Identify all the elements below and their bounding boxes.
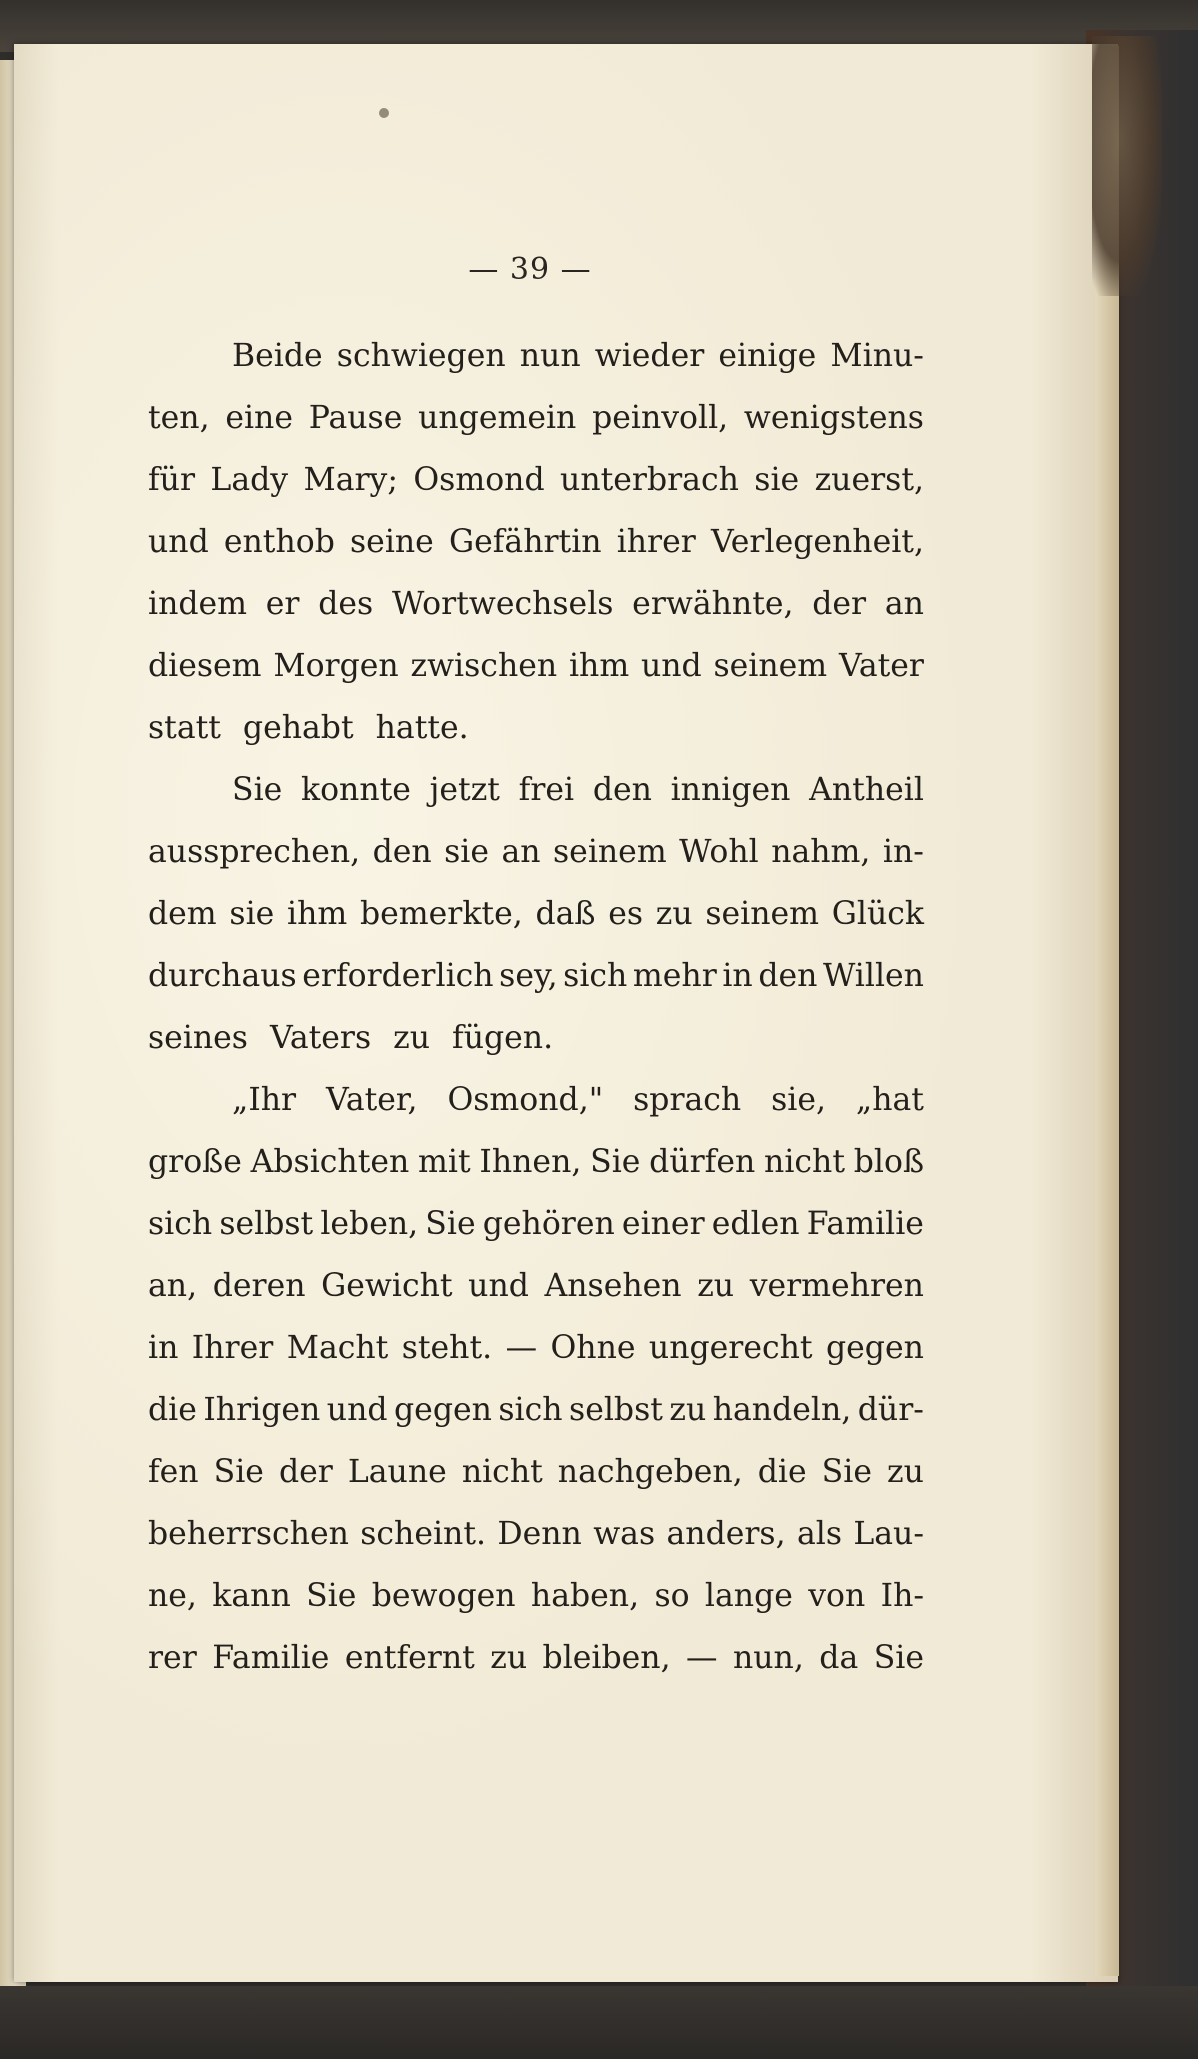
text-word: sie, — [771, 1082, 827, 1118]
text-line — [148, 1020, 924, 1070]
text-word: lange — [704, 1578, 793, 1614]
text-line — [148, 586, 924, 636]
text-word: den — [758, 958, 818, 994]
text-word: sprach — [633, 1082, 742, 1118]
text-word: Osmond," — [447, 1082, 604, 1118]
text-word: Ihrer — [191, 1330, 274, 1366]
text-line — [148, 1640, 924, 1690]
text-word: sie — [444, 834, 490, 870]
text-word: bemerkte, — [359, 896, 523, 932]
text-line — [148, 462, 924, 512]
text-word: scheint. — [360, 1516, 487, 1552]
text-word: zwischen — [410, 648, 558, 684]
text-word: dürfen — [649, 1144, 756, 1180]
text-word: große — [148, 1144, 242, 1180]
text-word: und — [326, 1392, 388, 1428]
book-cover-bottom — [0, 1986, 1198, 2059]
text-word: unterbrach — [560, 462, 739, 498]
text-word: es — [608, 896, 643, 932]
text-line — [232, 338, 924, 388]
text-word: seinem — [553, 834, 667, 870]
text-word: Familie — [806, 1206, 924, 1242]
text-word: einige — [718, 338, 817, 374]
text-line — [148, 1578, 924, 1628]
text-line — [232, 1082, 924, 1132]
text-word: durchaus — [148, 958, 297, 994]
text-word: Sie — [590, 1144, 641, 1180]
text-word: Vater, — [326, 1082, 418, 1118]
text-word: Familie — [212, 1640, 330, 1676]
text-word: von — [808, 1578, 866, 1614]
text-word: ten, — [148, 400, 210, 436]
text-word: sie — [229, 896, 275, 932]
text-word: seinem — [713, 648, 828, 684]
text-line — [148, 1454, 924, 1504]
ink-spot — [379, 108, 389, 118]
text-word: ne, — [148, 1578, 197, 1614]
text-word: Ih- — [880, 1578, 924, 1614]
text-word: Mary; — [303, 462, 398, 498]
text-word: in — [148, 1330, 179, 1366]
text-word: nicht — [461, 1454, 543, 1490]
text-word: Pause — [308, 400, 403, 436]
text-word: den — [372, 834, 432, 870]
text-word: schwiegen — [336, 338, 506, 374]
text-word: nun, — [732, 1640, 804, 1676]
text-word: mehr — [632, 958, 717, 994]
text-word: Gewicht — [321, 1268, 453, 1304]
text-word: konnte — [301, 772, 411, 808]
text-word: und — [640, 648, 702, 684]
cover-corner-wear — [1092, 36, 1162, 296]
text-word: an — [884, 586, 924, 622]
text-line — [148, 834, 924, 884]
text-word: Ohne — [550, 1330, 636, 1366]
text-word: Vaters — [269, 1020, 372, 1056]
text-word: dem — [148, 896, 217, 932]
text-word: der — [812, 586, 867, 622]
text-word: Lady — [210, 462, 289, 498]
text-word: handeln, — [712, 1392, 852, 1428]
text-line — [148, 1144, 924, 1194]
text-word: Sie — [821, 1454, 872, 1490]
text-word: aussprechen, — [148, 834, 361, 870]
text-word: vermehren — [749, 1268, 924, 1304]
text-word: fügen. — [452, 1020, 554, 1056]
text-word: und — [148, 524, 209, 560]
text-word: bleiben, — [542, 1640, 671, 1676]
text-line — [148, 1206, 924, 1256]
text-word: jetzt — [429, 772, 500, 808]
text-word: nicht — [764, 1144, 845, 1180]
text-word: Glück — [831, 896, 924, 932]
text-word: gegen — [394, 1392, 492, 1428]
text-line — [148, 1330, 924, 1380]
text-word: des — [318, 586, 374, 622]
text-word: Gefährtin — [448, 524, 602, 560]
text-word: zu — [655, 896, 693, 932]
text-word: sey, — [499, 958, 558, 994]
page-number: — 39 — — [468, 252, 592, 287]
text-word: anders, — [666, 1516, 786, 1552]
text-word: zu — [887, 1454, 924, 1490]
text-word: erwähnte, — [632, 586, 794, 622]
text-word: Sie — [232, 772, 283, 808]
text-word: Sie — [306, 1578, 357, 1614]
text-word: peinvoll, — [592, 400, 729, 436]
text-word: Sie — [213, 1454, 264, 1490]
text-word: wenigstens — [743, 400, 924, 436]
text-word: in- — [882, 834, 924, 870]
text-word: diesem — [148, 648, 262, 684]
text-word: Antheil — [809, 772, 924, 808]
text-word: steht. — [401, 1330, 493, 1366]
text-word: bewogen — [371, 1578, 516, 1614]
text-word: beherrschen — [148, 1516, 349, 1552]
text-word: kann — [212, 1578, 291, 1614]
text-word: — — [505, 1330, 538, 1366]
text-line — [148, 1392, 924, 1442]
text-word: mit — [418, 1144, 471, 1180]
text-word: hatte. — [375, 710, 469, 746]
text-word: Vater — [838, 648, 924, 684]
text-word: für — [148, 462, 196, 498]
text-word: was — [593, 1516, 656, 1552]
text-word: eine — [225, 400, 293, 436]
text-word: rer — [148, 1640, 197, 1676]
text-line — [148, 648, 924, 698]
text-word: edlen — [711, 1206, 800, 1242]
text-word: Verlegenheit, — [710, 524, 924, 560]
text-word: Wohl — [679, 834, 759, 870]
text-word: enthob — [223, 524, 335, 560]
text-line — [148, 524, 924, 574]
text-word: ihm — [287, 896, 348, 932]
text-word: Ihnen, — [479, 1144, 582, 1180]
text-word: daß — [535, 896, 596, 932]
text-line — [148, 1516, 924, 1566]
text-word: Macht — [286, 1330, 389, 1366]
text-word: gehabt — [242, 710, 354, 746]
text-word: in — [722, 958, 753, 994]
text-word: so — [654, 1578, 690, 1614]
text-word: selbst — [569, 1392, 663, 1428]
text-line — [232, 772, 924, 822]
text-word: er — [265, 586, 300, 622]
text-word: selbst — [219, 1206, 314, 1242]
text-word: frei — [518, 772, 575, 808]
text-word: Morgen — [273, 648, 399, 684]
text-line — [148, 958, 924, 1008]
text-word: statt — [148, 710, 221, 746]
text-word: zu — [669, 1392, 707, 1428]
page-edge — [1095, 46, 1119, 1976]
text-word: indem — [148, 586, 248, 622]
text-word: wieder — [594, 338, 705, 374]
text-word: haben, — [530, 1578, 640, 1614]
text-word: innigen — [670, 772, 791, 808]
text-word: seinem — [705, 896, 820, 932]
text-word: fen — [148, 1454, 199, 1490]
text-word: zu — [490, 1640, 528, 1676]
text-word: gehören — [482, 1206, 615, 1242]
text-word: die — [757, 1454, 807, 1490]
text-word: ungerecht — [648, 1330, 813, 1366]
text-word: ihrer — [616, 524, 696, 560]
text-word: — — [686, 1640, 718, 1676]
text-word: Ihrigen — [203, 1392, 321, 1428]
text-word: bloß — [853, 1144, 924, 1180]
text-word: nachgeben, — [557, 1454, 743, 1490]
text-word: nun — [519, 338, 581, 374]
text-word: als — [796, 1516, 842, 1552]
text-line — [148, 400, 924, 450]
text-word: sich — [498, 1392, 563, 1428]
text-word: an, — [148, 1268, 198, 1304]
text-word: Wortwechsels — [391, 586, 614, 622]
text-word: sie — [754, 462, 800, 498]
text-word: sich — [563, 958, 628, 994]
text-word: sich — [148, 1206, 213, 1242]
text-line — [148, 710, 924, 760]
text-word: Lau- — [853, 1516, 924, 1552]
text-line — [148, 896, 924, 946]
text-word: Laune — [347, 1454, 447, 1490]
text-word: zu — [393, 1020, 431, 1056]
text-word: an — [501, 834, 541, 870]
text-word: „hat — [855, 1082, 924, 1118]
text-word: und — [468, 1268, 529, 1304]
text-word: Ansehen — [544, 1268, 682, 1304]
text-word: ihm — [568, 648, 630, 684]
text-word: ungemein — [418, 400, 577, 436]
text-word: Denn — [497, 1516, 582, 1552]
text-word: den — [592, 772, 652, 808]
text-word: nahm, — [771, 834, 871, 870]
text-word: entfernt — [344, 1640, 475, 1676]
text-word: Beide — [232, 338, 323, 374]
text-word: zu — [697, 1268, 735, 1304]
text-word: da — [819, 1640, 859, 1676]
text-word: Absichten — [250, 1144, 410, 1180]
text-word: Minu- — [830, 338, 924, 374]
text-word: Willen — [822, 958, 924, 994]
text-word: einer — [621, 1206, 705, 1242]
text-word: seine — [350, 524, 434, 560]
text-word: zuerst, — [814, 462, 924, 498]
text-word: „Ihr — [232, 1082, 297, 1118]
text-word: Sie — [873, 1640, 924, 1676]
text-word: die — [148, 1392, 197, 1428]
text-word: deren — [212, 1268, 306, 1304]
text-word: dür- — [857, 1392, 924, 1428]
text-word: gegen — [826, 1330, 924, 1366]
text-word: der — [278, 1454, 333, 1490]
text-line — [148, 1268, 924, 1318]
text-word: erforderlich — [302, 958, 494, 994]
text-word: leben, — [320, 1206, 419, 1242]
text-word: Osmond — [413, 462, 545, 498]
text-word: Sie — [425, 1206, 476, 1242]
book-page — [14, 44, 1118, 1982]
text-word: seines — [148, 1020, 248, 1056]
